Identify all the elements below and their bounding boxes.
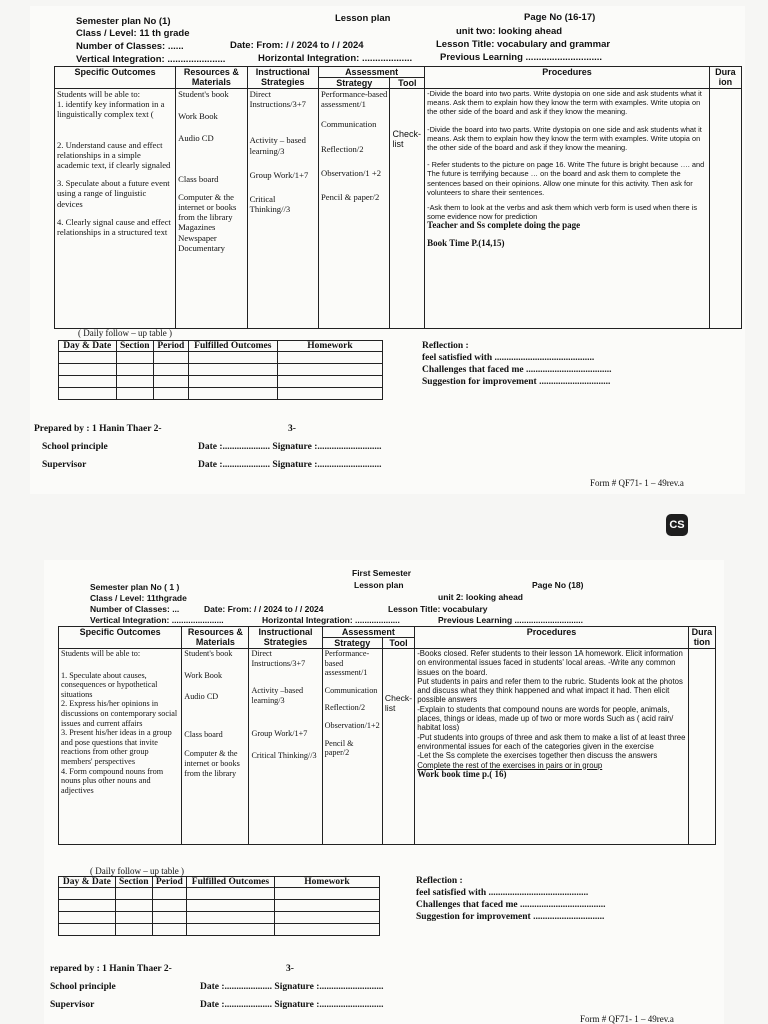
- resource-item: Audio CD: [178, 133, 214, 144]
- horizontal-integration: Horizontal Integration: ...................: [262, 615, 400, 625]
- follow-cell[interactable]: [116, 364, 154, 376]
- procedure-step: - Refer students to the picture on page 16. Write The future is bright because …. and The future is terrifying because … on the board and ask them to complete the sentences based on their opinions. Allow one minute for this activity. Then ask for volunteers to share their sentences.: [427, 160, 705, 197]
- procedures-header: Procedures: [425, 67, 710, 89]
- strategy-item: Group Work/1+7: [251, 729, 308, 739]
- resources-header: Resources & Materials: [182, 627, 249, 649]
- class-level: Class / Level: 11 th grade: [76, 28, 190, 39]
- follow-cell[interactable]: [186, 912, 274, 924]
- resource-item: Magazines Newspaper Documentary: [178, 222, 225, 253]
- resource-item: Audio CD: [184, 692, 219, 702]
- follow-cell[interactable]: [154, 376, 189, 388]
- strategy-header: Strategy: [322, 638, 382, 649]
- class-level: Class / Level: 11thgrade: [90, 593, 187, 603]
- outcome-2: 2. Express his/her opinions in discussions on contemporary social issues and current affairs: [61, 699, 178, 728]
- date-range: Date: From: / / 2024 to / / 2024: [230, 40, 364, 51]
- tool-header: Tool: [382, 638, 414, 649]
- follow-cell[interactable]: [59, 352, 117, 364]
- daily-follow-table: [58, 340, 383, 400]
- challenges: Challenges that faced me ....................................: [416, 900, 606, 910]
- follow-cell[interactable]: [115, 900, 152, 912]
- follow-cell[interactable]: [116, 388, 154, 400]
- follow-cell[interactable]: [115, 924, 152, 936]
- school-principle: School principle: [42, 442, 108, 452]
- procedure-bold: Teacher and Ss complete doing the page: [427, 220, 581, 231]
- follow-cell[interactable]: [154, 352, 189, 364]
- procedure-step: -Put students into groups of three and ask them to make a list of at least three environmental issues for each of the categories given in the exercise: [417, 732, 686, 751]
- follow-cell[interactable]: [154, 388, 189, 400]
- assessment-item: Pencil & paper/2: [324, 738, 354, 758]
- follow-cell[interactable]: [186, 924, 274, 936]
- outcomes-cell: [55, 89, 176, 329]
- outcome-1: 1. Speculate about causes, consequences or hypothetical situations: [61, 670, 158, 699]
- follow-cell[interactable]: [59, 388, 117, 400]
- outcome-intro: Students will be able to:: [57, 89, 141, 99]
- follow-header: Fulfilled Outcomes: [186, 877, 274, 888]
- follow-header: Day & Date: [59, 341, 117, 352]
- resource-item: Computer & the internet or books from the library: [178, 191, 237, 223]
- assessment-header: Assessment: [319, 67, 425, 78]
- follow-cell[interactable]: [188, 376, 277, 388]
- follow-cell[interactable]: [188, 352, 277, 364]
- previous-learning: Previous Learning .............................: [438, 615, 584, 625]
- tool-cell: Check-list: [382, 649, 414, 845]
- duration-cell: [688, 649, 715, 845]
- follow-cell[interactable]: [278, 376, 383, 388]
- principle-date-signature: Date :.................... Signature :...........................: [200, 982, 384, 992]
- lesson-plan-table: [54, 66, 742, 329]
- supervisor: Supervisor: [50, 1000, 95, 1010]
- follow-cell[interactable]: [186, 900, 274, 912]
- duration-cell: [709, 89, 741, 329]
- resource-item: Work Book: [178, 111, 218, 122]
- lesson-plan-title: Lesson plan: [354, 580, 404, 590]
- outcome-3: 3. Speculate about a future event using a range of linguistic devices: [57, 178, 170, 209]
- specific-outcomes-header: Specific Outcomes: [59, 627, 182, 649]
- procedures-cell: [425, 89, 710, 329]
- strategy-item: Direct Instructions/3+7: [249, 89, 306, 110]
- reflection-label: Reflection :: [422, 341, 469, 351]
- strategy-item: Activity –based learning/3: [251, 686, 304, 705]
- challenges: Challenges that faced me ....................................: [422, 365, 612, 375]
- lesson-plan-page-2: [44, 560, 724, 1024]
- procedure-step: -Ask them to look at the verbs and ask them which verb form is used when there is some evidence now for prediction: [427, 203, 698, 222]
- first-semester-title: First Semester: [352, 568, 412, 578]
- follow-cell[interactable]: [59, 888, 116, 900]
- resource-item: Class board: [178, 173, 219, 184]
- follow-cell[interactable]: [188, 388, 277, 400]
- assessment-item: Performance-based assessment/1: [324, 649, 370, 678]
- semester-plan-label: Semester plan No (1): [76, 16, 171, 27]
- strategy-item: Activity – based learning/3: [249, 135, 306, 156]
- resources-header: Resources & Materials: [176, 67, 247, 89]
- resource-item: Computer & the internet or books from the library: [184, 749, 240, 778]
- procedures-cell: [415, 649, 689, 845]
- follow-header: Fulfilled Outcomes: [188, 341, 277, 352]
- follow-cell[interactable]: [275, 900, 380, 912]
- principle-date-signature: Date :.................... Signature :...........................: [198, 442, 382, 452]
- follow-cell[interactable]: [59, 900, 116, 912]
- assessment-item: Reflection/2: [324, 703, 366, 713]
- page-number: Page No (16-17): [524, 12, 596, 23]
- strategy-item: Critical Thinking//3: [251, 750, 317, 760]
- follow-cell[interactable]: [152, 912, 186, 924]
- semester-plan-label: Semester plan No ( 1 ): [90, 582, 180, 592]
- follow-cell[interactable]: [275, 888, 380, 900]
- follow-cell[interactable]: [115, 912, 152, 924]
- follow-cell[interactable]: [275, 912, 380, 924]
- duration-header: Dura ion: [709, 67, 741, 89]
- follow-cell[interactable]: [186, 888, 274, 900]
- follow-cell[interactable]: [115, 888, 152, 900]
- strategies-cell: [249, 649, 322, 845]
- assessment-item: Observation/1+2: [324, 720, 380, 730]
- assessment-strategy-cell: [319, 89, 390, 329]
- instructional-header: Instructional Strategies: [249, 627, 322, 649]
- assessment-strategy-cell: [322, 649, 382, 845]
- follow-cell[interactable]: [116, 352, 154, 364]
- vertical-integration: Vertical Integration: ......................: [90, 615, 224, 625]
- lesson-plan-page-1: [30, 6, 745, 494]
- form-number: Form # QF71- 1 – 49rev.a: [590, 478, 684, 488]
- date-range: Date: From: / / 2024 to / / 2024: [204, 604, 324, 614]
- assessment-item: Performance-based assessment/1: [321, 89, 388, 110]
- follow-header: Section: [116, 341, 154, 352]
- follow-cell[interactable]: [152, 900, 186, 912]
- horizontal-integration: Horizontal Integration: ...................: [258, 53, 413, 64]
- procedures-header: Procedures: [415, 627, 689, 649]
- outcome-intro: Students will be able to:: [61, 649, 141, 658]
- lesson-plan-title: Lesson plan: [335, 13, 391, 24]
- lesson-title: Lesson Title: vocabulary: [388, 604, 488, 614]
- strategy-item: Critical Thinking//3: [249, 194, 291, 215]
- resource-item: Work Book: [184, 670, 223, 680]
- duration-header: Dura tion: [688, 627, 715, 649]
- tool-header: Tool: [390, 78, 425, 89]
- prepared-by: Prepared by : 1 Hanin Thaer 2-: [34, 424, 162, 434]
- strategy-header: Strategy: [319, 78, 390, 89]
- follow-header: Period: [152, 877, 186, 888]
- daily-follow-label: ( Daily follow – up table ): [78, 328, 172, 338]
- prepared-by: repared by : 1 Hanin Thaer 2-: [50, 964, 172, 974]
- follow-cell[interactable]: [188, 364, 277, 376]
- daily-follow-table: [58, 876, 380, 936]
- outcome-4: 4. Form compound nouns from nouns plus other nouns and adjectives: [61, 766, 164, 795]
- assessment-item: Communication: [324, 685, 378, 695]
- number-of-classes: Number of Classes: ...: [90, 604, 180, 614]
- form-number: Form # QF71- 1 – 49rev.a: [580, 1014, 674, 1024]
- follow-cell[interactable]: [59, 376, 117, 388]
- resource-item: Student's book: [178, 89, 229, 99]
- unit-label: unit two: looking ahead: [456, 26, 563, 37]
- outcome-1: 1. identify key information in a linguistically complex text (: [57, 99, 165, 120]
- follow-header: Day & Date: [59, 877, 116, 888]
- follow-cell[interactable]: [59, 924, 116, 936]
- camscanner-logo: CS: [666, 514, 688, 536]
- follow-cell[interactable]: [278, 352, 383, 364]
- follow-header: Homework: [278, 341, 383, 352]
- strategy-item: Group Work/1+7: [249, 169, 309, 180]
- daily-follow-label: ( Daily follow – up table ): [90, 866, 184, 876]
- assessment-item: Reflection/2: [321, 143, 364, 154]
- follow-cell[interactable]: [154, 364, 189, 376]
- assessment-item: Communication: [321, 119, 377, 130]
- strategies-cell: [247, 89, 318, 329]
- follow-cell[interactable]: [59, 912, 116, 924]
- follow-cell[interactable]: [116, 376, 154, 388]
- procedure-step: -Divide the board into two parts. Write dystopia on one side and ask students what it means. Ask them to explain how they know the term with examples. Write utopia on the other side of the board and ask if they know the meaning.: [427, 124, 702, 153]
- preparer-3: 3-: [288, 424, 296, 434]
- lesson-plan-table: [58, 626, 716, 845]
- unit-label: unit 2: looking ahead: [438, 592, 524, 602]
- follow-cell[interactable]: [59, 364, 117, 376]
- resource-item: Class board: [184, 729, 223, 739]
- follow-cell[interactable]: [278, 388, 383, 400]
- strategy-item: Direct Instructions/3+7: [251, 649, 306, 668]
- number-of-classes: Number of Classes: ......: [76, 41, 184, 52]
- school-principle: School principle: [50, 982, 116, 992]
- procedure-underlined: Complete the rest of the exercises in pairs or in group: [417, 760, 603, 770]
- tool-cell: Check-list: [390, 89, 425, 329]
- book-time: Book Time P.(14,15): [427, 237, 505, 248]
- lesson-title: Lesson Title: vocabulary and grammar: [436, 39, 611, 50]
- suggestion: Suggestion for improvement ..............................: [416, 912, 605, 922]
- procedure-step: -Explain to students that compound nouns are words for people, animals, places, things or ideas, made up of two or more words Such as ( acid rain/ habitat loss): [417, 704, 674, 733]
- vertical-integration: Vertical Integration: ......................: [76, 54, 226, 65]
- supervisor-date-signature: Date :.................... Signature :...........................: [198, 460, 382, 470]
- assessment-item: Pencil & paper/2: [321, 192, 380, 203]
- feel-satisfied: feel satisfied with ..........................................: [422, 353, 595, 363]
- procedure-step: -Books closed. Refer students to their lesson 1A homework. Elicit information on environmental issues faced in students' local areas. -Write any common issues on the board.: [417, 649, 683, 677]
- resource-item: Student's book: [184, 649, 233, 658]
- follow-cell[interactable]: [152, 888, 186, 900]
- assessment-header: Assessment: [322, 627, 415, 638]
- preparer-3: 3-: [286, 964, 294, 974]
- outcome-2: 2. Understand cause and effect relationships in a simple academic text, if clearly signaled: [57, 139, 171, 171]
- work-book-time: Work book time p.( 16): [417, 768, 507, 779]
- resources-cell: [176, 89, 247, 329]
- outcomes-cell: [59, 649, 182, 845]
- specific-outcomes-header: Specific Outcomes: [55, 67, 176, 89]
- previous-learning: Previous Learning .............................: [440, 52, 603, 63]
- feel-satisfied: feel satisfied with ..........................................: [416, 888, 589, 898]
- follow-header: Section: [115, 877, 152, 888]
- outcome-4: 4. Clearly signal cause and effect relationships in a structured text: [57, 216, 171, 238]
- supervisor: Supervisor: [42, 460, 87, 470]
- suggestion: Suggestion for improvement ..............................: [422, 377, 611, 387]
- outcome-3: 3. Present his/her ideas in a group and pose questions that invite reactions from other group members' perspectives: [61, 728, 172, 766]
- procedure-step: Put students in pairs and refer them to the rubric. Students look at the photos and discuss what they think happened and what impact it had. Then elicit possible answers: [417, 676, 683, 705]
- supervisor-date-signature: Date :.................... Signature :...........................: [200, 1000, 384, 1010]
- follow-header: Period: [154, 341, 189, 352]
- procedure-step: -Divide the board into two parts. Write dystopia on one side and ask students what it means. Ask them to explain how they know the term with examples. Write utopia on the other side of the board and ask if they know the meaning.: [427, 89, 702, 117]
- reflection-label: Reflection :: [416, 876, 463, 886]
- procedure-step: -Let the Ss complete the exercises together then discuss the answers: [417, 751, 658, 761]
- assessment-item: Observation/1 +2: [321, 167, 381, 178]
- follow-cell[interactable]: [278, 364, 383, 376]
- instructional-header: Instructional Strategies: [247, 67, 318, 89]
- page-number: Page No (18): [532, 580, 584, 590]
- follow-cell[interactable]: [275, 924, 380, 936]
- resources-cell: [182, 649, 249, 845]
- follow-header: Homework: [275, 877, 380, 888]
- follow-cell[interactable]: [152, 924, 186, 936]
